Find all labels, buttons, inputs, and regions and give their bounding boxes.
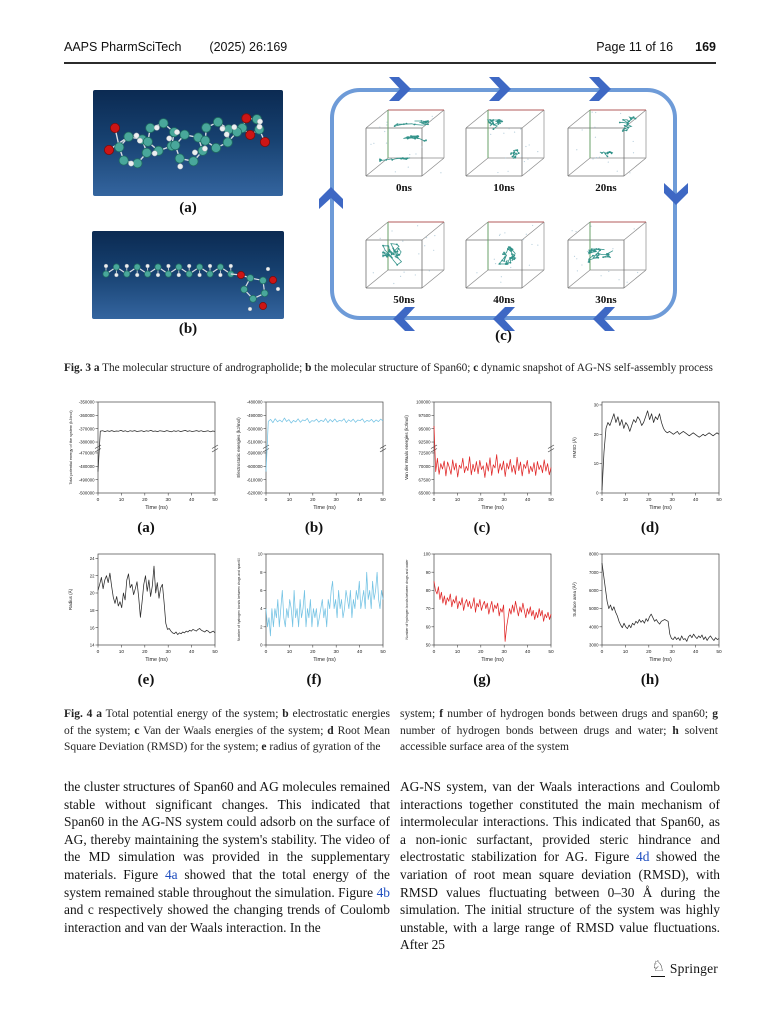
data-series-line: [266, 418, 383, 472]
svg-text:30: 30: [669, 650, 675, 655]
svg-text:20: 20: [593, 431, 599, 437]
svg-text:92500: 92500: [418, 439, 431, 445]
svg-text:30: 30: [333, 498, 339, 503]
springer-logo: [651, 960, 718, 977]
svg-text:10: 10: [593, 461, 599, 467]
svg-text:-510000: -510000: [246, 439, 263, 445]
svg-text:10: 10: [286, 650, 293, 655]
chart-a-letter: (a): [137, 520, 155, 536]
svg-text:10: 10: [118, 650, 125, 655]
svg-text:50: 50: [716, 650, 722, 655]
cycle-arrow-right-icon: [586, 75, 614, 103]
bold-text: d: [327, 724, 334, 737]
chart-svg-g: [398, 548, 566, 670]
cycle-arrow-right-icon: [386, 75, 414, 103]
svg-text:-620000: -620000: [246, 490, 263, 496]
x-axis-label: Time (ns): [145, 657, 168, 663]
svg-text:-360000: -360000: [78, 412, 95, 418]
andrographolide-molecule-image: [93, 90, 283, 196]
y-axis-label: Radius (Å): [68, 588, 73, 611]
svg-text:67500: 67500: [418, 477, 431, 483]
svg-text:30: 30: [165, 498, 171, 503]
svg-text:5000: 5000: [588, 606, 599, 612]
text-segment: showed that the total energy of the system remained stable throughout the simulation. Figure: [64, 866, 390, 900]
chart-hbonds-drugs-span60: [230, 548, 398, 689]
chart-svg-a: [62, 396, 230, 518]
data-series-line: [434, 426, 551, 478]
svg-text:0: 0: [264, 498, 268, 503]
figure4: [0, 396, 780, 696]
y-axis-label: Electrostatic energies (kJ/mol): [236, 417, 241, 478]
svg-text:95000: 95000: [418, 426, 431, 432]
svg-text:4: 4: [260, 606, 263, 612]
simulation-box-40ns: [456, 214, 552, 292]
figure3-caption: [64, 362, 718, 374]
plot-frame: [434, 554, 551, 645]
bold-text: b: [305, 362, 312, 374]
x-axis-label: Time (ns): [649, 505, 672, 511]
text-segment: showed the variation of root mean square deviation (RMSD), with RMSD values fluctuating between 0–30 Å during the simulation. The initial structure of the system was highly unstable, with a large range of RMSD value fluctuations. After 25: [400, 849, 720, 953]
svg-text:50: 50: [212, 498, 218, 503]
text-segment: Van der Waals energies of the system;: [139, 724, 328, 737]
figure4-caption-col1: [64, 706, 390, 756]
plot-frame: [602, 402, 719, 493]
svg-text:20: 20: [142, 650, 148, 655]
svg-text:30: 30: [165, 650, 171, 655]
svg-text:10: 10: [286, 498, 293, 503]
bold-text: e: [261, 741, 267, 753]
text-segment: the molecular structure of Span60;: [311, 362, 474, 374]
svg-text:50: 50: [425, 642, 431, 648]
chart-f-letter: (f): [306, 672, 322, 688]
svg-text:8000: 8000: [588, 551, 599, 557]
svg-text:0: 0: [596, 490, 599, 496]
svg-text:0: 0: [600, 498, 604, 503]
svg-text:30: 30: [501, 650, 507, 655]
svg-text:97500: 97500: [418, 412, 431, 418]
svg-text:0: 0: [432, 498, 436, 503]
snapshot-label-10ns: 10ns: [493, 182, 515, 194]
svg-text:-490000: -490000: [78, 477, 95, 483]
svg-text:2: 2: [260, 624, 263, 630]
page-info: Page 11 of 16: [596, 40, 674, 54]
svg-text:20: 20: [646, 650, 652, 655]
chart-svg-b: [230, 396, 398, 518]
figure-link[interactable]: 4a: [164, 866, 178, 882]
chart-svg-h: [566, 548, 734, 670]
springer-wordmark: Springer: [669, 960, 718, 976]
data-series-line: [602, 411, 719, 490]
svg-text:-490000: -490000: [246, 412, 263, 418]
data-series-line: [98, 566, 215, 635]
svg-text:40: 40: [356, 498, 363, 503]
x-axis-label: Time (ns): [313, 505, 336, 511]
figure-link[interactable]: 4d: [636, 849, 650, 865]
svg-text:7000: 7000: [588, 569, 599, 575]
y-axis-label: Number of hydrogen bonds between drugs and span60: [237, 558, 241, 641]
svg-text:30: 30: [501, 498, 507, 503]
cycle-arrow-down-icon: [662, 180, 690, 208]
svg-text:50: 50: [548, 650, 554, 655]
text-segment: the cluster structures of Span60 and AG molecules remained stable without significant changes. This indicated that Span60 in the AG-NS system could adsorb on the surface of AG, thereby maintaining the system's stability. The video of the MD simulation was provided in the supplementary materials. Figure: [64, 779, 390, 882]
svg-text:-480000: -480000: [246, 399, 263, 405]
svg-text:6000: 6000: [588, 588, 599, 593]
svg-text:90: 90: [425, 569, 431, 575]
svg-text:-350000: -350000: [78, 399, 95, 405]
svg-text:40: 40: [188, 650, 195, 655]
chart-g-letter: (g): [473, 672, 491, 688]
text-segment: radius of gyration of the: [266, 741, 381, 753]
svg-text:50: 50: [548, 498, 554, 503]
chart-sasa: [566, 548, 734, 689]
svg-text:18: 18: [89, 607, 95, 613]
svg-text:30: 30: [669, 498, 675, 503]
svg-text:-610000: -610000: [246, 477, 263, 483]
svg-text:-500000: -500000: [78, 490, 95, 496]
chart-b-letter: (b): [304, 520, 324, 536]
svg-text:40: 40: [524, 498, 531, 503]
svg-text:50: 50: [716, 498, 722, 503]
chart-svg-d: [566, 396, 734, 518]
svg-text:80: 80: [425, 588, 431, 593]
svg-text:20: 20: [89, 590, 95, 596]
page-header: [64, 40, 716, 54]
cycle-arrow-up-icon: [317, 184, 345, 212]
svg-text:30: 30: [333, 650, 339, 655]
svg-text:0: 0: [260, 642, 263, 648]
article-number: 169: [695, 40, 716, 54]
chart-total-potential-energy: [62, 396, 230, 537]
svg-text:50: 50: [380, 650, 386, 655]
x-axis-label: Time (ns): [481, 657, 504, 663]
svg-text:20: 20: [142, 498, 148, 503]
svg-text:-480000: -480000: [78, 463, 95, 469]
chart-radius-of-gyration: [62, 548, 230, 689]
span60-molecule-image: [92, 231, 284, 319]
figure3-panel-b: [92, 231, 284, 319]
snapshot-label-40ns: 40ns: [493, 294, 515, 306]
chart-electrostatic-energies: [230, 396, 398, 537]
assembly-cycle: [330, 88, 677, 320]
panel-c-label: (c): [495, 328, 512, 344]
figure3-panel-a: [93, 90, 283, 196]
panel-b-label: (b): [178, 321, 198, 337]
journal-title: AAPS PharmSciTech: [64, 40, 182, 54]
svg-text:100000: 100000: [416, 399, 431, 405]
svg-text:10: 10: [622, 650, 629, 655]
svg-text:40: 40: [356, 650, 363, 655]
x-axis-label: Time (ns): [313, 657, 336, 663]
svg-text:10: 10: [118, 498, 125, 503]
x-axis-label: Time (ns): [649, 657, 672, 663]
simulation-box-30ns: [558, 214, 654, 292]
bold-text: Fig. 4: [64, 708, 93, 720]
svg-text:40: 40: [524, 650, 531, 655]
svg-text:10: 10: [454, 650, 461, 655]
svg-text:72500: 72500: [418, 450, 431, 456]
svg-text:10: 10: [257, 551, 263, 557]
plot-frame: [602, 554, 719, 645]
body-text-col2: [400, 778, 720, 954]
svg-text:8: 8: [260, 569, 263, 575]
snapshot-label-20ns: 20ns: [595, 182, 617, 194]
svg-text:30: 30: [593, 402, 599, 408]
svg-text:20: 20: [478, 650, 484, 655]
header-rule: [64, 62, 716, 64]
citation: (2025) 26:169: [209, 40, 288, 54]
cycle-arrow-right-icon: [486, 75, 514, 103]
simulation-box-10ns: [456, 102, 552, 180]
snapshot-label-0ns: 0ns: [396, 182, 412, 194]
x-axis-label: Time (ns): [145, 505, 168, 511]
text-segment: electrostatic energies of the system;: [64, 708, 390, 737]
svg-text:6: 6: [260, 588, 263, 593]
text-segment: number of hydrogen bonds between drugs and water;: [400, 724, 673, 737]
y-axis-label: Surface area (Å²): [572, 582, 577, 617]
chart-rmsd: [566, 396, 734, 537]
svg-text:-600000: -600000: [246, 463, 263, 469]
text-segment: number of hydrogen bonds between drugs and span60;: [443, 708, 713, 720]
simulation-box-20ns: [558, 102, 654, 180]
svg-text:20: 20: [478, 498, 484, 503]
svg-text:-380000: -380000: [78, 439, 95, 445]
figure3: [0, 88, 780, 390]
svg-text:10: 10: [454, 498, 461, 503]
plot-frame: [266, 402, 383, 493]
svg-text:22: 22: [89, 573, 95, 579]
chart-svg-e: [62, 548, 230, 670]
text-segment: AG-NS system, van der Waals interactions and Coulomb interactions together constituted the main mechanism of intermolecular interactions. This indicated that Span60, as a non-ionic surfactant, provided steric hindrance and electrostatic stabilization for AG. Figure: [400, 779, 720, 865]
bold-text: Fig. 3: [64, 362, 91, 374]
chart-van-der-waals: [398, 396, 566, 537]
text-segment: The molecular structure of andrographolide;: [99, 362, 306, 374]
plot-frame: [98, 554, 215, 645]
svg-text:10: 10: [622, 498, 629, 503]
text-segment: Root Mean Square Deviation (RMSD) for the system;: [64, 724, 390, 753]
svg-text:0: 0: [96, 650, 100, 655]
svg-text:16: 16: [89, 625, 95, 631]
panel-a-label: (a): [179, 200, 197, 216]
text-segment: Total potential energy of the system;: [102, 708, 283, 720]
svg-text:0: 0: [432, 650, 436, 655]
chart-c-letter: (c): [473, 520, 491, 536]
data-series-line: [602, 563, 719, 641]
body-text-col1: [64, 778, 390, 936]
svg-text:0: 0: [96, 498, 100, 503]
text-segment: solvent accessible surface area of the system: [400, 724, 718, 753]
svg-text:20: 20: [646, 498, 652, 503]
bold-text: g: [712, 708, 718, 720]
bold-text: c: [134, 724, 140, 737]
plot-frame: [434, 402, 551, 493]
y-axis-label: Total potential energy of the system (kJ/mol): [69, 410, 73, 485]
data-series-line: [434, 581, 551, 641]
svg-text:4000: 4000: [588, 624, 599, 630]
chart-e-letter: (e): [137, 672, 155, 688]
y-axis-label: Number of hydrogen bonds between drugs and water: [405, 559, 409, 640]
chart-svg-c: [398, 396, 566, 518]
svg-text:50: 50: [212, 650, 218, 655]
svg-text:50: 50: [380, 498, 386, 503]
svg-text:20: 20: [310, 498, 316, 503]
svg-text:14: 14: [89, 642, 95, 648]
y-axis-label: Van der Waals energies (kJ/mol): [404, 415, 409, 480]
text-segment: dynamic snapshot of AG-NS self-assembly process: [478, 362, 713, 374]
text-segment: system;: [400, 708, 440, 720]
bold-text: a: [93, 362, 100, 374]
svg-text:40: 40: [188, 498, 195, 503]
svg-text:20: 20: [310, 650, 316, 655]
chart-h-letter: (h): [640, 672, 660, 688]
svg-text:40: 40: [692, 650, 699, 655]
plot-frame: [98, 402, 215, 493]
svg-text:-500000: -500000: [246, 426, 263, 432]
simulation-box-50ns: [356, 214, 452, 292]
svg-text:60: 60: [425, 624, 431, 630]
svg-text:3000: 3000: [588, 642, 599, 648]
svg-text:40: 40: [692, 498, 699, 503]
bold-text: f: [439, 708, 444, 720]
snapshot-label-50ns: 50ns: [393, 294, 415, 306]
figure-link[interactable]: 4b: [376, 884, 390, 900]
svg-text:70: 70: [425, 606, 431, 612]
bold-text: h: [672, 724, 679, 737]
snapshot-label-30ns: 30ns: [595, 294, 617, 306]
svg-text:-370000: -370000: [78, 426, 95, 432]
figure4-caption-col2: [400, 706, 718, 756]
bold-text: b: [282, 708, 289, 720]
data-series-line: [266, 572, 383, 636]
y-axis-label: RMSD (Å): [572, 437, 577, 458]
svg-text:-470000: -470000: [78, 450, 95, 456]
chart-svg-f: [230, 548, 398, 670]
svg-text:0: 0: [600, 650, 604, 655]
bold-text: c: [473, 362, 479, 374]
chart-d-letter: (d): [640, 520, 660, 536]
svg-text:65000: 65000: [418, 490, 431, 496]
svg-text:0: 0: [264, 650, 268, 655]
springer-knight-icon: ♘: [651, 959, 665, 975]
text-segment: and c respectively showed the changing trends of Coulomb interaction and van der Waals interaction. In the: [64, 902, 390, 935]
simulation-box-0ns: [356, 102, 452, 180]
chart-hbonds-drugs-water: [398, 548, 566, 689]
svg-text:24: 24: [89, 555, 95, 561]
svg-text:100: 100: [423, 551, 431, 557]
svg-text:-590000: -590000: [246, 450, 263, 456]
bold-text: a: [96, 708, 103, 720]
data-series-line: [98, 430, 215, 471]
svg-text:70000: 70000: [418, 463, 431, 469]
x-axis-label: Time (ns): [481, 505, 504, 511]
